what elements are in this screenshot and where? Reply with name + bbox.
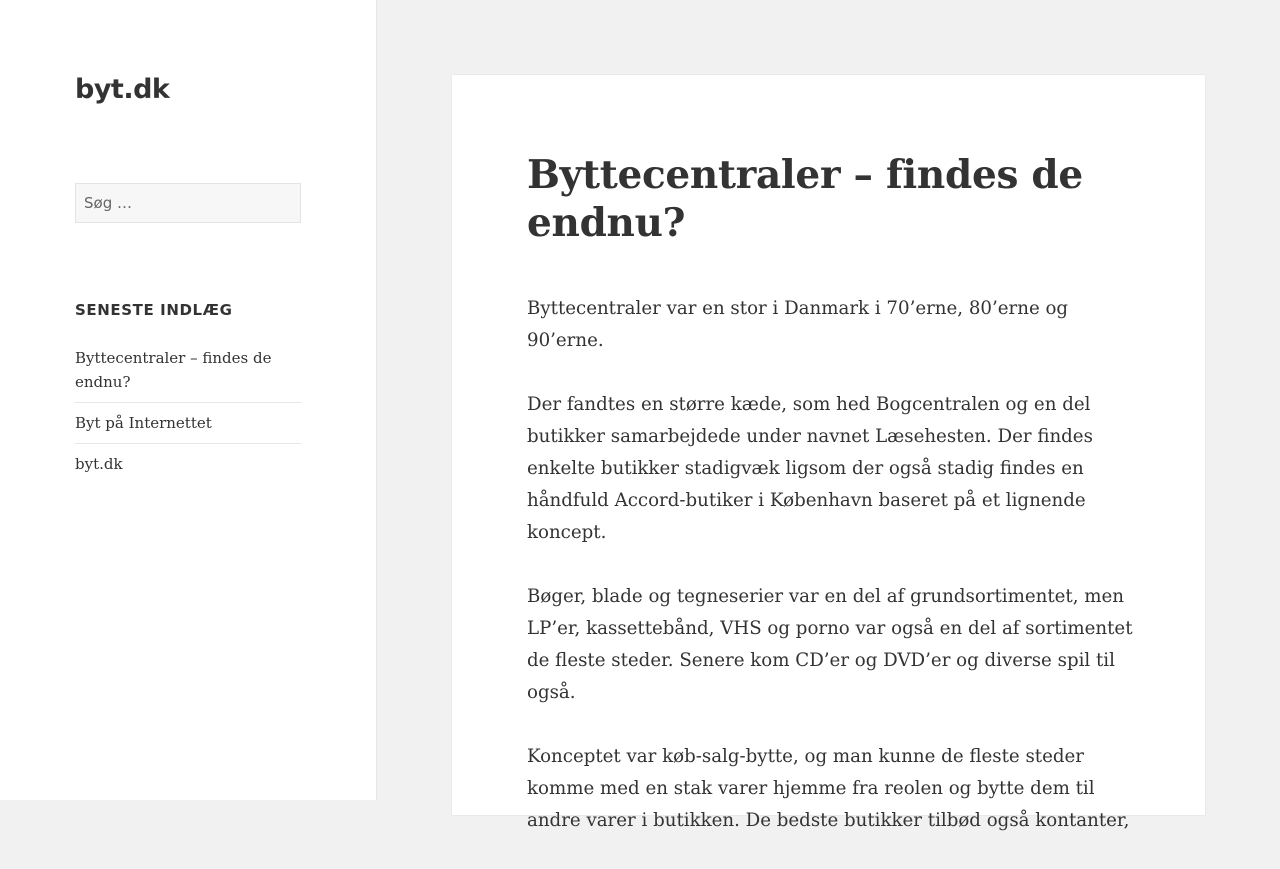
article [452,75,1205,831]
search-form [75,183,301,223]
site-title-link[interactable]: byt.dk [75,74,170,105]
post-paragraph: Konceptet var køb-salg-bytte, og man kunne de fleste steder komme med en stak varer hjemme fra reolen og bytte dem til andre varer i butikken. De bedste butikker tilbød også kontanter, [527,746,1130,831]
post-content [527,293,1137,869]
post-paragraph: Byttecentraler var en stor i Danmark i 70’erne, 80’erne og 90’erne. [527,298,1069,351]
sidebar [0,0,377,800]
recent-post-link-byttecentraler[interactable]: Byttecentraler – findes de endnu? [75,349,272,391]
search-input[interactable] [75,183,301,223]
post-paragraph: Der fandtes en større kæde, som hed Bogcentralen og en del butikker samarbejdede under navnet Læsehesten. Der findes enkelte butikker stadigvæk ligsom der også stadig findes en håndfuld Accord-butiker i København baseret på et lignende koncept. [527,394,1093,543]
recent-posts-list [75,346,301,492]
recent-post-link-byt-paa-internettet[interactable]: Byt på Internettet [75,414,212,432]
list-item [75,452,301,484]
recent-post-link-bytdk[interactable]: byt.dk [75,455,123,473]
list-item [75,346,301,403]
recent-posts-heading: SENESTE INDLÆG [75,301,233,319]
post-paragraph: Bøger, blade og tegneserier var en del af grundsortimentet, men LP’er, kassettebånd, VHS og porno var også en del af sortimentet de fleste steder. Senere kom CD’er og DVD’er og diverse spil til også. [527,586,1133,703]
list-item [75,411,301,444]
post-title: Byttecentraler – findes de endnu? [527,152,1083,246]
